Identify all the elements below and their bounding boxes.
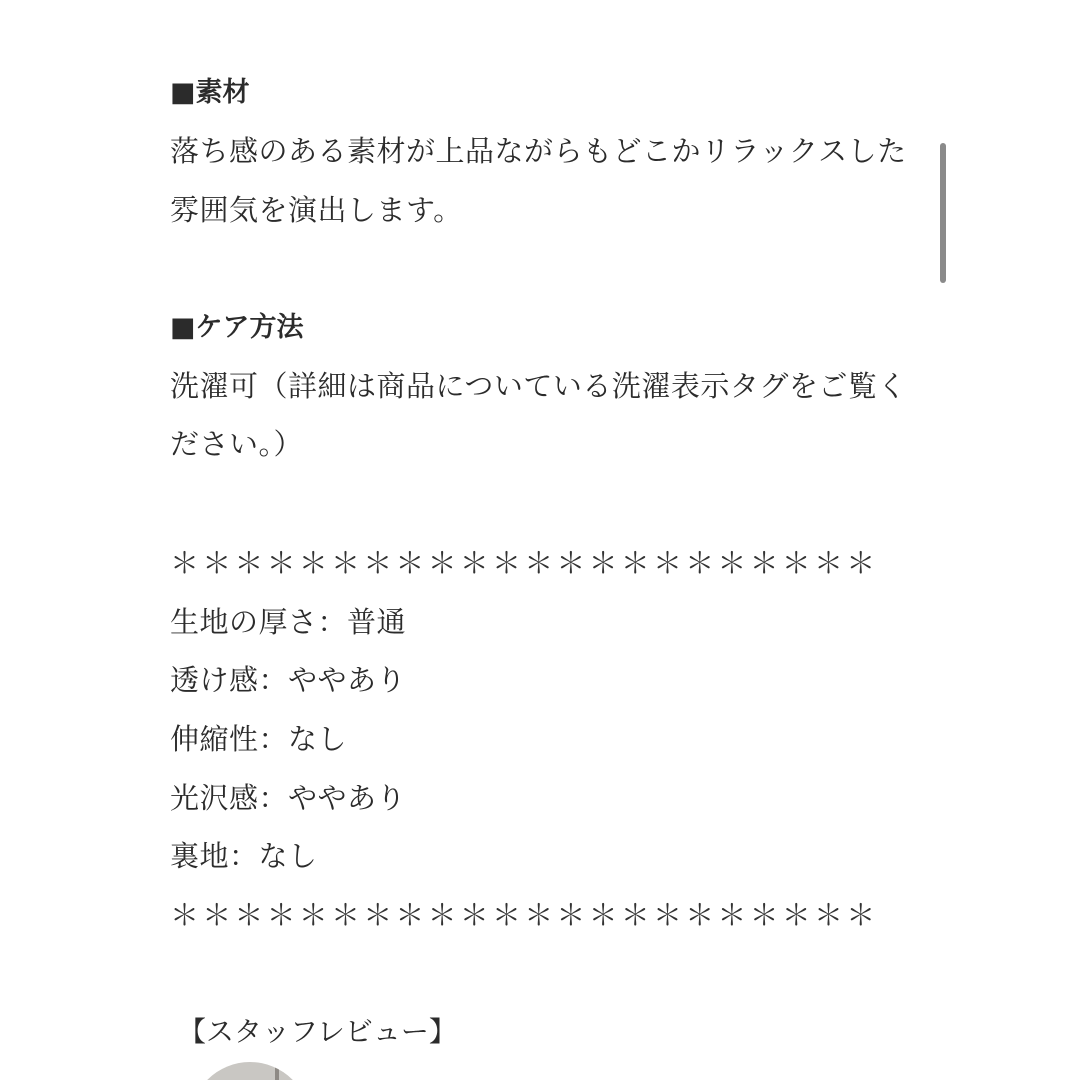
staff-review-heading: 【スタッフレビュー】 xyxy=(178,1015,457,1048)
spec-item-stretch: 伸縮性：なし xyxy=(170,722,348,756)
material-text-line-2: 雰囲気を演出します。 xyxy=(170,193,463,227)
staff-avatar xyxy=(190,1062,310,1080)
spec-divider-top: ＊＊＊＊＊＊＊＊＊＊＊＊＊＊＊＊＊＊＊＊＊＊ xyxy=(170,546,879,580)
material-text-line-1: 落ち感のある素材が上品ながらもどこかリラックスした xyxy=(170,134,907,168)
spec-item-sheerness: 透け感：ややあり xyxy=(170,663,407,697)
spec-item-gloss: 光沢感：ややあり xyxy=(170,781,407,815)
scrollbar[interactable] xyxy=(940,143,946,283)
care-heading: ■ケア方法 xyxy=(170,312,304,343)
material-heading: ■素材 xyxy=(170,77,250,108)
spec-item-thickness: 生地の厚さ：普通 xyxy=(170,605,407,639)
care-text-line-2: ださい。） xyxy=(170,427,304,461)
spec-item-lining: 裏地：なし xyxy=(170,839,318,873)
care-text-line-1: 洗濯可（詳細は商品についている洗濯表示タグをご覧く xyxy=(170,369,907,403)
spec-divider-bottom: ＊＊＊＊＊＊＊＊＊＊＊＊＊＊＊＊＊＊＊＊＊＊ xyxy=(170,898,879,932)
